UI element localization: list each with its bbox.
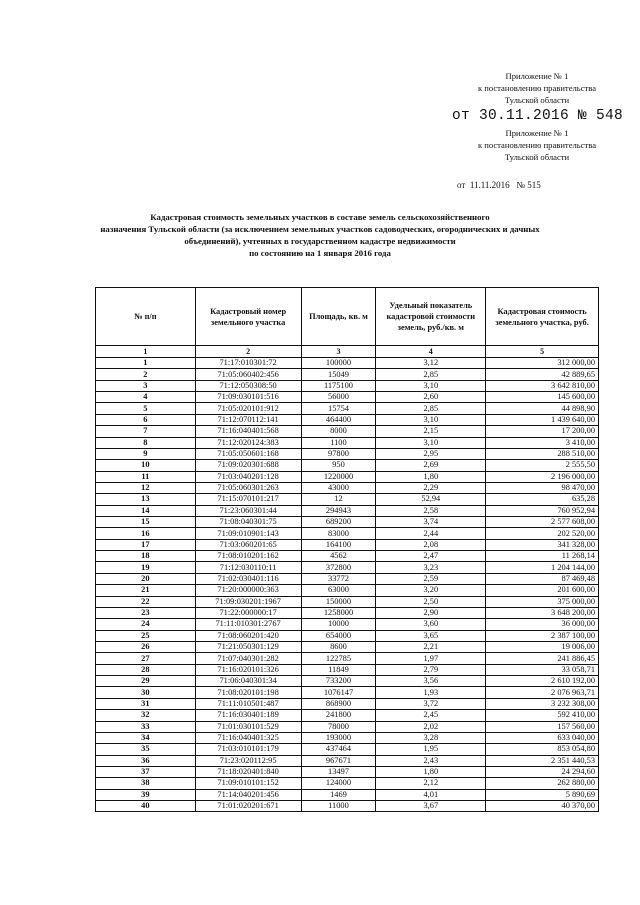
cadastral-number: 71:08:010201:162 — [195, 551, 301, 562]
header-cadastral-number: Кадастровый номер земельного участка — [195, 288, 301, 346]
table-row — [96, 460, 599, 471]
table-row — [96, 687, 599, 698]
cadastral-value: 241 886,45 — [486, 653, 599, 664]
cadastral-value: 42 889,65 — [486, 369, 599, 380]
table-row — [96, 619, 599, 630]
cadastral-number: 71:20:000000:363 — [195, 585, 301, 596]
table-row — [96, 766, 599, 777]
area: 15049 — [301, 369, 376, 380]
appendix-label: Приложение № 1 — [505, 128, 569, 138]
row-number: 7 — [96, 426, 196, 437]
area: 464400 — [301, 414, 376, 425]
cadastral-number: 71:01:030101:529 — [195, 721, 301, 732]
area: 1175100 — [301, 380, 376, 391]
cadastral-number: 71:02:030401:116 — [195, 573, 301, 584]
document-title — [90, 211, 550, 259]
cadastral-number: 71:01:020201:671 — [195, 801, 301, 812]
cadastral-number: 71:05:060301:263 — [195, 482, 301, 493]
area: 10000 — [301, 619, 376, 630]
title-line: по состоянию на 1 января 2016 года — [249, 248, 391, 258]
cadastral-number: 71:05:020101:912 — [195, 403, 301, 414]
cadastral-number: 71:15:070101:217 — [195, 494, 301, 505]
specific-value: 3,10 — [376, 380, 486, 391]
table-row — [96, 403, 599, 414]
table-row — [96, 562, 599, 573]
specific-value: 2,44 — [376, 528, 486, 539]
table-row — [96, 437, 599, 448]
cadastral-value: 635,28 — [486, 494, 599, 505]
specific-value: 2,59 — [376, 573, 486, 584]
table-row — [96, 505, 599, 516]
cadastral-value: 17 200,00 — [486, 426, 599, 437]
row-number: 29 — [96, 676, 196, 687]
row-number: 22 — [96, 596, 196, 607]
cadastral-value: 375 000,00 — [486, 596, 599, 607]
table-row — [96, 710, 599, 721]
cadastral-number: 71:16:030401:189 — [195, 710, 301, 721]
specific-value: 2,08 — [376, 539, 486, 550]
specific-value: 2,02 — [376, 721, 486, 732]
row-number: 16 — [96, 528, 196, 539]
specific-value: 3,20 — [376, 585, 486, 596]
cadastral-value: 202 520,00 — [486, 528, 599, 539]
specific-value: 1,80 — [376, 766, 486, 777]
cadastral-number: 71:18:020401:840 — [195, 766, 301, 777]
area: 78000 — [301, 721, 376, 732]
cadastral-value: 5 890,69 — [486, 789, 599, 800]
appendix-region: Тульской области — [504, 152, 570, 162]
cadastral-value: 145 600,00 — [486, 392, 599, 403]
area: 15754 — [301, 403, 376, 414]
cadastral-value: 33 058,71 — [486, 664, 599, 675]
area: 63000 — [301, 585, 376, 596]
cadastral-number: 71:08:040301:75 — [195, 517, 301, 528]
column-number: 5 — [486, 346, 599, 358]
row-number: 30 — [96, 687, 196, 698]
original-resolution-date: от 11.11.2016 № 515 — [457, 180, 541, 190]
row-number: 10 — [96, 460, 196, 471]
specific-value: 1,95 — [376, 744, 486, 755]
cadastral-number: 71:12:070112:141 — [195, 414, 301, 425]
cadastral-number: 71:03:010101:179 — [195, 744, 301, 755]
row-number: 17 — [96, 539, 196, 550]
row-number: 14 — [96, 505, 196, 516]
table-row — [96, 607, 599, 618]
area: 193000 — [301, 732, 376, 743]
cadastral-number: 71:16:020101:326 — [195, 664, 301, 675]
cadastral-value: 11 268,14 — [486, 551, 599, 562]
appendix-resolution: к постановлению правительства — [477, 140, 597, 150]
specific-value: 2,85 — [376, 369, 486, 380]
area: 372800 — [301, 562, 376, 573]
area: 97800 — [301, 448, 376, 459]
cadastral-number: 71:05:050601:168 — [195, 448, 301, 459]
resolution-date-stamp: от 30.11.2016 № 548 — [452, 108, 624, 124]
area: 83000 — [301, 528, 376, 539]
table-row — [96, 369, 599, 380]
specific-value: 2,29 — [376, 482, 486, 493]
table-row — [96, 482, 599, 493]
row-number: 23 — [96, 607, 196, 618]
table-row — [96, 721, 599, 732]
cadastral-value: 36 000,00 — [486, 619, 599, 630]
row-number: 26 — [96, 641, 196, 652]
specific-value: 2,50 — [376, 596, 486, 607]
cadastral-number: 71:09:020301:688 — [195, 460, 301, 471]
cadastral-number: 71:09:010901:143 — [195, 528, 301, 539]
specific-value: 2,95 — [376, 448, 486, 459]
cadastral-number: 71:11:010301:2767 — [195, 619, 301, 630]
cadastral-value: 2 387 100,00 — [486, 630, 599, 641]
specific-value: 2,12 — [376, 778, 486, 789]
cadastral-value: 2 555,50 — [486, 460, 599, 471]
specific-value: 2,21 — [376, 641, 486, 652]
cadastral-number: 71:17:010301:72 — [195, 358, 301, 369]
row-number: 25 — [96, 630, 196, 641]
table-row — [96, 778, 599, 789]
area: 967671 — [301, 755, 376, 766]
specific-value: 3,72 — [376, 698, 486, 709]
row-number: 31 — [96, 698, 196, 709]
row-number: 37 — [96, 766, 196, 777]
table-row — [96, 755, 599, 766]
table-row — [96, 551, 599, 562]
area: 122785 — [301, 653, 376, 664]
area: 689200 — [301, 517, 376, 528]
specific-value: 1,97 — [376, 653, 486, 664]
area: 164100 — [301, 539, 376, 550]
specific-value: 3,67 — [376, 801, 486, 812]
area: 150000 — [301, 596, 376, 607]
cadastral-number: 71:09:030101:516 — [195, 392, 301, 403]
cadastral-value: 157 560,00 — [486, 721, 599, 732]
row-number: 5 — [96, 403, 196, 414]
cadastral-number: 71:23:060301:44 — [195, 505, 301, 516]
area: 13497 — [301, 766, 376, 777]
area: 43000 — [301, 482, 376, 493]
cadastral-value: 3 642 810,00 — [486, 380, 599, 391]
column-number: 1 — [96, 346, 196, 358]
table-row — [96, 517, 599, 528]
appendix-resolution: к постановлению правительства — [477, 83, 597, 93]
column-number: 4 — [376, 346, 486, 358]
cadastral-number: 71:08:060201:420 — [195, 630, 301, 641]
specific-value: 3,28 — [376, 732, 486, 743]
cadastral-value: 262 880,00 — [486, 778, 599, 789]
title-line: Кадастровая стоимость земельных участков в составе земель сельскохозяйственного — [150, 212, 490, 222]
row-number: 35 — [96, 744, 196, 755]
area: 124000 — [301, 778, 376, 789]
table-row — [96, 358, 599, 369]
area: 1076147 — [301, 687, 376, 698]
cadastral-value: 19 006,00 — [486, 641, 599, 652]
cadastral-number: 71:07:040301:282 — [195, 653, 301, 664]
area: 437464 — [301, 744, 376, 755]
table-row — [96, 664, 599, 675]
cadastral-number: 71:03:060201:65 — [195, 539, 301, 550]
cadastral-number: 71:09:030201:1967 — [195, 596, 301, 607]
row-number: 3 — [96, 380, 196, 391]
specific-value: 3,10 — [376, 437, 486, 448]
title-line: объединений), учтенных в государственном кадастре недвижимости — [184, 236, 456, 246]
table-row — [96, 426, 599, 437]
column-number: 2 — [195, 346, 301, 358]
cadastral-number: 71:12:020124:383 — [195, 437, 301, 448]
specific-value: 3,23 — [376, 562, 486, 573]
row-number: 13 — [96, 494, 196, 505]
area: 950 — [301, 460, 376, 471]
table-row — [96, 630, 599, 641]
table-row — [96, 596, 599, 607]
specific-value: 2,58 — [376, 505, 486, 516]
specific-value: 1,93 — [376, 687, 486, 698]
specific-value: 4,01 — [376, 789, 486, 800]
area: 868900 — [301, 698, 376, 709]
cadastral-value: 3 648 200,00 — [486, 607, 599, 618]
table-row — [96, 732, 599, 743]
cadastral-number: 71:12:030110:11 — [195, 562, 301, 573]
column-number: 3 — [301, 346, 376, 358]
cadastral-value: 341 328,00 — [486, 539, 599, 550]
cadastral-number: 71:16:040401:568 — [195, 426, 301, 437]
cadastral-value: 24 294,60 — [486, 766, 599, 777]
row-number: 12 — [96, 482, 196, 493]
area: 1100 — [301, 437, 376, 448]
row-number: 19 — [96, 562, 196, 573]
specific-value: 3,65 — [376, 630, 486, 641]
row-number: 6 — [96, 414, 196, 425]
row-number: 8 — [96, 437, 196, 448]
cadastral-value: 87 469,48 — [486, 573, 599, 584]
specific-value: 3,10 — [376, 414, 486, 425]
cadastral-value: 3 410,00 — [486, 437, 599, 448]
row-number: 21 — [96, 585, 196, 596]
specific-value: 2,43 — [376, 755, 486, 766]
cadastral-number: 71:21:050301:129 — [195, 641, 301, 652]
specific-value: 2,79 — [376, 664, 486, 675]
cadastral-value: 633 040,00 — [486, 732, 599, 743]
specific-value: 2,69 — [376, 460, 486, 471]
table-row — [96, 471, 599, 482]
table-row — [96, 698, 599, 709]
area: 33772 — [301, 573, 376, 584]
specific-value: 2,45 — [376, 710, 486, 721]
cadastral-number: 71:11:010501:487 — [195, 698, 301, 709]
area: 8000 — [301, 426, 376, 437]
cadastral-number: 71:05:060402:456 — [195, 369, 301, 380]
area: 8600 — [301, 641, 376, 652]
table-column-numbers-row — [96, 346, 599, 358]
cadastral-number: 71:14:040201:456 — [195, 789, 301, 800]
appendix-label: Приложение № 1 — [505, 71, 569, 81]
table-row — [96, 676, 599, 687]
row-number: 27 — [96, 653, 196, 664]
cadastral-number: 71:09:010101:152 — [195, 778, 301, 789]
row-number: 2 — [96, 369, 196, 380]
specific-value: 3,56 — [376, 676, 486, 687]
header-cadastral-value: Кадастровая стоимость земельного участка, руб. — [486, 288, 599, 346]
area: 100000 — [301, 358, 376, 369]
row-number: 9 — [96, 448, 196, 459]
cadastral-value: 1 204 144,00 — [486, 562, 599, 573]
specific-value: 52,94 — [376, 494, 486, 505]
cadastral-number: 71:23:020112:95 — [195, 755, 301, 766]
specific-value: 2,85 — [376, 403, 486, 414]
specific-value: 1,80 — [376, 471, 486, 482]
table-row — [96, 744, 599, 755]
cadastral-number: 71:12:050308:50 — [195, 380, 301, 391]
cadastral-value: 44 898,90 — [486, 403, 599, 414]
area: 733200 — [301, 676, 376, 687]
row-number: 11 — [96, 471, 196, 482]
specific-value: 3,60 — [376, 619, 486, 630]
area: 1220000 — [301, 471, 376, 482]
header-area: Площадь, кв. м — [301, 288, 376, 346]
row-number: 38 — [96, 778, 196, 789]
area: 654000 — [301, 630, 376, 641]
cadastral-number: 71:16:040401:325 — [195, 732, 301, 743]
row-number: 36 — [96, 755, 196, 766]
cadastral-value: 98 470,00 — [486, 482, 599, 493]
table-row — [96, 528, 599, 539]
cadastral-value: 40 370,00 — [486, 801, 599, 812]
cadastral-value: 1 439 640,00 — [486, 414, 599, 425]
table-row — [96, 414, 599, 425]
area: 11849 — [301, 664, 376, 675]
cadastral-value: 2 076 963,71 — [486, 687, 599, 698]
area: 56000 — [301, 392, 376, 403]
table-row — [96, 539, 599, 550]
table-body — [96, 358, 599, 812]
specific-value: 3,74 — [376, 517, 486, 528]
row-number: 18 — [96, 551, 196, 562]
table-row — [96, 585, 599, 596]
cadastral-value: 2 351 440,53 — [486, 755, 599, 766]
row-number: 24 — [96, 619, 196, 630]
table-row — [96, 448, 599, 459]
row-number: 1 — [96, 358, 196, 369]
row-number: 33 — [96, 721, 196, 732]
cadastral-value: 201 600,00 — [486, 585, 599, 596]
row-number: 20 — [96, 573, 196, 584]
appendix-header-original — [452, 127, 622, 163]
table-row — [96, 653, 599, 664]
header-number: № п/п — [96, 288, 196, 346]
table-header-row — [96, 288, 599, 346]
area: 12 — [301, 494, 376, 505]
row-number: 32 — [96, 710, 196, 721]
cadastral-value: 2 577 608,00 — [486, 517, 599, 528]
specific-value: 3,12 — [376, 358, 486, 369]
specific-value: 2,15 — [376, 426, 486, 437]
table-row — [96, 380, 599, 391]
title-line: назначения Тульской области (за исключением земельных участков садоводческих, огороднических и дачных — [100, 224, 540, 234]
cadastral-value: 760 952,94 — [486, 505, 599, 516]
cadastral-value: 853 054,80 — [486, 744, 599, 755]
table-row — [96, 801, 599, 812]
specific-value: 2,60 — [376, 392, 486, 403]
table-row — [96, 573, 599, 584]
table-row — [96, 789, 599, 800]
table-row — [96, 641, 599, 652]
row-number: 39 — [96, 789, 196, 800]
area: 4562 — [301, 551, 376, 562]
area: 1469 — [301, 789, 376, 800]
row-number: 15 — [96, 517, 196, 528]
appendix-region: Тульской области — [504, 95, 570, 105]
specific-value: 2,47 — [376, 551, 486, 562]
cadastral-value-table — [95, 287, 599, 812]
appendix-header-current — [452, 70, 622, 106]
row-number: 40 — [96, 801, 196, 812]
cadastral-value: 2 610 192,00 — [486, 676, 599, 687]
specific-value: 2,90 — [376, 607, 486, 618]
cadastral-number: 71:03:040201:128 — [195, 471, 301, 482]
row-number: 34 — [96, 732, 196, 743]
row-number: 4 — [96, 392, 196, 403]
area: 11000 — [301, 801, 376, 812]
area: 1258000 — [301, 607, 376, 618]
cadastral-value: 3 232 308,00 — [486, 698, 599, 709]
cadastral-number: 71:06:040301:34 — [195, 676, 301, 687]
cadastral-value: 2 196 000,00 — [486, 471, 599, 482]
cadastral-value: 312 000,00 — [486, 358, 599, 369]
cadastral-value: 288 510,00 — [486, 448, 599, 459]
area: 241800 — [301, 710, 376, 721]
cadastral-number: 71:22:000000:17 — [195, 607, 301, 618]
cadastral-number: 71:08:020101:198 — [195, 687, 301, 698]
table-row — [96, 392, 599, 403]
header-specific-value: Удельный показатель кадастровой стоимости земель, руб./кв. м — [376, 288, 486, 346]
area: 294943 — [301, 505, 376, 516]
table-row — [96, 494, 599, 505]
cadastral-value: 592 410,00 — [486, 710, 599, 721]
row-number: 28 — [96, 664, 196, 675]
